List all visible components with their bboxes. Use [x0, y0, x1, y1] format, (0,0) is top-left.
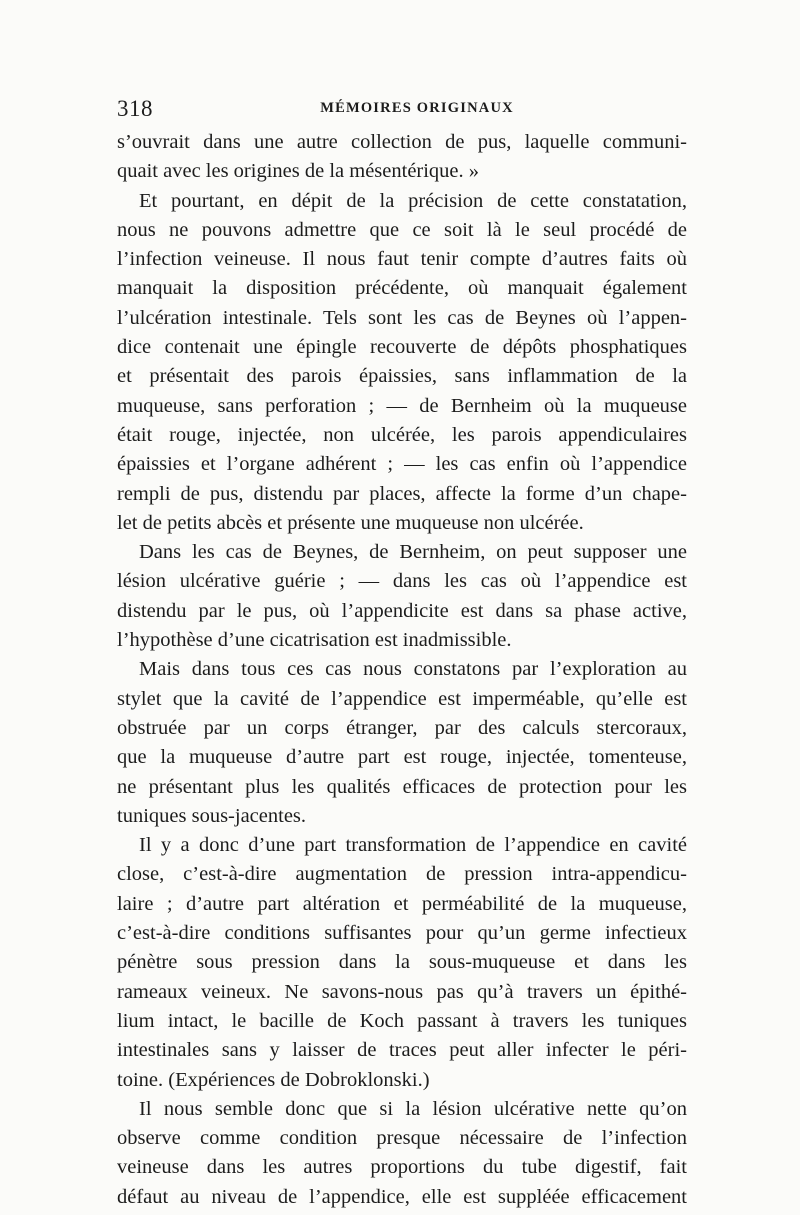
text-line: let de petits abcès et présente une muqueuse non ulcérée. — [117, 511, 584, 534]
text-line: défaut au niveau de l’appendice, elle est suppléée efficacement — [117, 1185, 687, 1208]
running-title: MÉMOIRES ORIGINAUX — [320, 100, 514, 116]
text-line: intestinales sans y laisser de traces peut aller infecter le péri- — [117, 1039, 687, 1062]
text-line: quait avec les origines de la mésentérique. » — [117, 160, 480, 183]
body-text — [117, 128, 687, 1212]
text-line: que la muqueuse d’autre part est rouge, injectée, tomenteuse, — [117, 746, 687, 769]
page-number: 318 — [117, 96, 153, 121]
text-line: tuniques sous-jacentes. — [117, 804, 307, 827]
text-line: observe comme condition presque nécessaire de l’infection — [117, 1127, 687, 1150]
text-line: toine. (Expériences de Dobroklonski.) — [117, 1068, 430, 1091]
text-line: distendu par le pus, où l’appendicite est dans sa phase active, — [117, 599, 687, 622]
text-line: épaissies et l’organe adhérent ; — les cas enfin où l’appendice — [117, 453, 687, 476]
text-line: rameaux veineux. Ne savons-nous pas qu’à travers un épithé- — [117, 980, 687, 1003]
text-line: dice contenait une épingle recouverte de dépôts phosphatiques — [117, 336, 687, 359]
text-line: Il nous semble donc que si la lésion ulcérative nette qu’on — [139, 1097, 687, 1120]
text-line: l’hypothèse d’une cicatrisation est inadmissible. — [117, 629, 512, 652]
text-line: Mais dans tous ces cas nous constatons par l’exploration au — [139, 658, 687, 681]
text-line: obstruée par un corps étranger, par des calculs stercoraux, — [117, 716, 687, 739]
text-line: close, c’est-à-dire augmentation de pression intra-appendicu- — [117, 863, 687, 886]
text-line: Dans les cas de Beynes, de Bernheim, on peut supposer une — [139, 541, 687, 564]
text-line: lium intact, le bacille de Koch passant à travers les tuniques — [117, 1009, 687, 1032]
text-line: laire ; d’autre part altération et perméabilité de la muqueuse, — [117, 892, 687, 915]
text-line: rempli de pus, distendu par places, affecte la forme d’un chape- — [117, 482, 687, 505]
text-line: était rouge, injectée, non ulcérée, les parois appendiculaires — [117, 423, 687, 446]
text-line: stylet que la cavité de l’appendice est imperméable, qu’elle est — [117, 687, 687, 710]
text-line: ne présentant plus les qualités efficaces de protection pour les — [117, 775, 687, 798]
text-line: l’infection veineuse. Il nous faut tenir compte d’autres faits où — [117, 248, 687, 271]
text-line: et présentait des parois épaissies, sans inflammation de la — [117, 365, 687, 388]
text-line: veineuse dans les autres proportions du tube digestif, fait — [117, 1156, 687, 1179]
text-line: Il y a donc d’une part transformation de l’appendice en cavité — [139, 834, 687, 857]
text-line: c’est-à-dire conditions suffisantes pour qu’un germe infectieux — [117, 922, 687, 945]
text-line: pénètre sous pression dans la sous-muqueuse et dans les — [117, 951, 687, 974]
text-line: lésion ulcérative guérie ; — dans les cas où l’appendice est — [117, 570, 687, 593]
text-line: Et pourtant, en dépit de la précision de cette constatation, — [139, 189, 687, 212]
text-line: muqueuse, sans perforation ; — de Bernheim où la muqueuse — [117, 394, 687, 417]
running-head — [117, 96, 687, 126]
text-line: nous ne pouvons admettre que ce soit là le seul procédé de — [117, 218, 687, 241]
text-line: manquait la disposition précédente, où manquait également — [117, 277, 687, 300]
text-line: s’ouvrait dans une autre collection de pus, laquelle communi- — [117, 131, 687, 153]
text-line: l’ulcération intestinale. Tels sont les cas de Beynes où l’appen- — [117, 306, 687, 329]
